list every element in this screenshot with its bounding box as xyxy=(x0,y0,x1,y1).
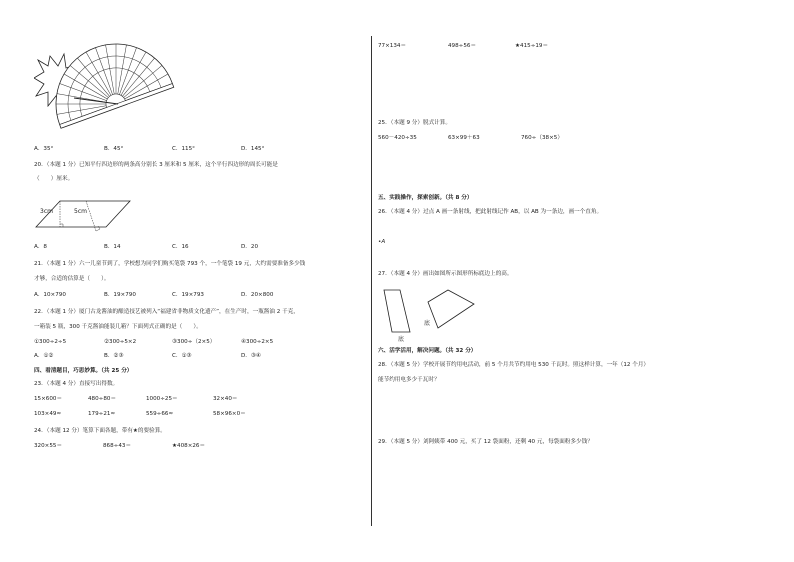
column-divider xyxy=(371,36,372,526)
q23-r2-c3: 559÷66≈ xyxy=(146,411,174,417)
q29-stem: 29．（本题 5 分）刘阿姨带 400 元，买了 12 袋面粉，还剩 40 元，每袋面粉多少钱？ xyxy=(378,439,593,445)
q24-r1-c1: 320×55＝ xyxy=(34,443,63,449)
q26-stem: 26．（本题 4 分）过点 A 画一条射线，把此射线记作 AB，以 AB 为一条边，画一个直角。 xyxy=(378,209,603,215)
q23-r2-c4: 58×96×0＝ xyxy=(213,411,246,417)
q27-figures xyxy=(378,286,478,342)
q20-option-b: B．14 xyxy=(104,244,121,250)
q27-stem: 27．（本题 4 分）画出如图所示图形所标底边上的高。 xyxy=(378,271,513,277)
q22-line2: 一箱装 5 瓶，300 千克酱油能装几箱？下面列式正确的是（ ）。 xyxy=(34,324,202,330)
q19-option-d: D．145° xyxy=(241,146,265,152)
q25-item-2: 63×99＋63 xyxy=(448,135,480,141)
fig-label-5cm: 5cm xyxy=(74,208,87,215)
q23-r2-c1: 103×49≈ xyxy=(34,411,62,417)
q27-base-label-1: 底 xyxy=(398,336,405,342)
q21-option-b: B．19×790 xyxy=(104,292,136,298)
parallelogram-figure xyxy=(34,195,134,235)
q27-base-label-2: 底 xyxy=(424,320,431,327)
q24-r1-c2: 868÷43＝ xyxy=(103,443,132,449)
q21-line2: 才够，合适的估算是（ ）。 xyxy=(34,276,110,282)
q28-line2: 能节约用电多少千瓦时？ xyxy=(378,377,440,383)
q22-formula-4: ④300÷2×5 xyxy=(241,339,274,345)
q21-line1: 21．（本题 1 分）六一儿童节到了，学校想为同学们购买笔袋 793 个，一个笔袋 19 元，大约需要准备多少钱 xyxy=(34,261,306,267)
q21-option-a: A．10×790 xyxy=(34,292,66,298)
q24-stem: 24．（本题 12 分）笔算下面各题，带有★的要验算。 xyxy=(34,428,166,434)
q20-option-d: D．20 xyxy=(241,244,259,250)
q22-formula-1: ①300÷2÷5 xyxy=(34,339,67,345)
q25-item-3: 760÷（38×5） xyxy=(521,135,563,141)
q19-option-b: B．45° xyxy=(104,146,124,152)
q24-r1-c3: ★408×26＝ xyxy=(172,443,206,449)
protractor-outer-arc xyxy=(39,38,174,128)
q20-blank: （ ）厘米。 xyxy=(34,176,74,182)
q26-point-a: •A xyxy=(378,239,386,245)
section-4-heading: 四、看清题目，巧思妙算。（共 25 分） xyxy=(34,368,133,374)
q19-option-c: C．115° xyxy=(172,146,195,152)
q27-quadrilateral xyxy=(428,290,474,328)
q22-formula-3: ③300÷（2×5） xyxy=(172,339,216,345)
q20-option-a: A．8 xyxy=(34,244,47,250)
q23-r2-c2: 179÷21≈ xyxy=(88,411,116,417)
q24-r2-c3: ★415÷19＝ xyxy=(515,43,549,49)
protractor-figure xyxy=(34,38,184,138)
q25-item-1: 560－420÷35 xyxy=(378,135,417,141)
q22-choice-b: B．②③ xyxy=(104,353,124,359)
q19-option-a: A．35° xyxy=(34,146,54,152)
section-6-heading: 六、活学活用，解决问题。（共 32 分） xyxy=(378,348,477,354)
q23-r1-c3: 1000÷25＝ xyxy=(146,396,178,402)
q25-stem: 25．（本题 9 分）脱式计算。 xyxy=(378,120,451,126)
q20-stem: 20．（本题 1 分）已知平行四边形的两条高分别长 3 厘米和 5 厘米，这个平行四边形的周长可能是 xyxy=(34,162,278,168)
q27-trapezoid xyxy=(384,290,410,332)
q24-r2-c1: 77×134＝ xyxy=(378,43,407,49)
q21-option-c: C．19×793 xyxy=(172,292,204,298)
fig-label-3cm: 3cm xyxy=(40,208,53,215)
q22-line1: 22．（本题 1 分）厦门古龙酱油的酿造技艺被列入“福建省非物质文化遗产”，在生产时，一瓶酱油 2 千克， xyxy=(34,309,299,315)
q23-r1-c4: 32×40＝ xyxy=(213,396,238,402)
q23-r1-c1: 15×600＝ xyxy=(34,396,63,402)
q24-r2-c2: 498÷56＝ xyxy=(448,43,477,49)
q20-option-c: C．16 xyxy=(172,244,189,250)
section-5-heading: 五、实践操作，探索创新。（共 8 分） xyxy=(378,195,473,201)
q22-choice-d: D．③④ xyxy=(241,353,261,359)
q28-line1: 28．（本题 5 分）学校开展节约用电活动，前 5 个月共节约用电 530 千瓦时。照这样计算，一年（12 个月） xyxy=(378,362,650,368)
q21-option-d: D．20×800 xyxy=(241,292,274,298)
q23-r1-c2: 480÷80＝ xyxy=(88,396,117,402)
q23-stem: 23．（本题 4 分）直接写出得数。 xyxy=(34,381,119,387)
q22-choice-c: C．①③ xyxy=(172,353,192,359)
q22-formula-2: ②300÷5×2 xyxy=(104,339,137,345)
q22-choice-a: A．①② xyxy=(34,353,54,359)
q26-point-label: A xyxy=(381,239,386,245)
